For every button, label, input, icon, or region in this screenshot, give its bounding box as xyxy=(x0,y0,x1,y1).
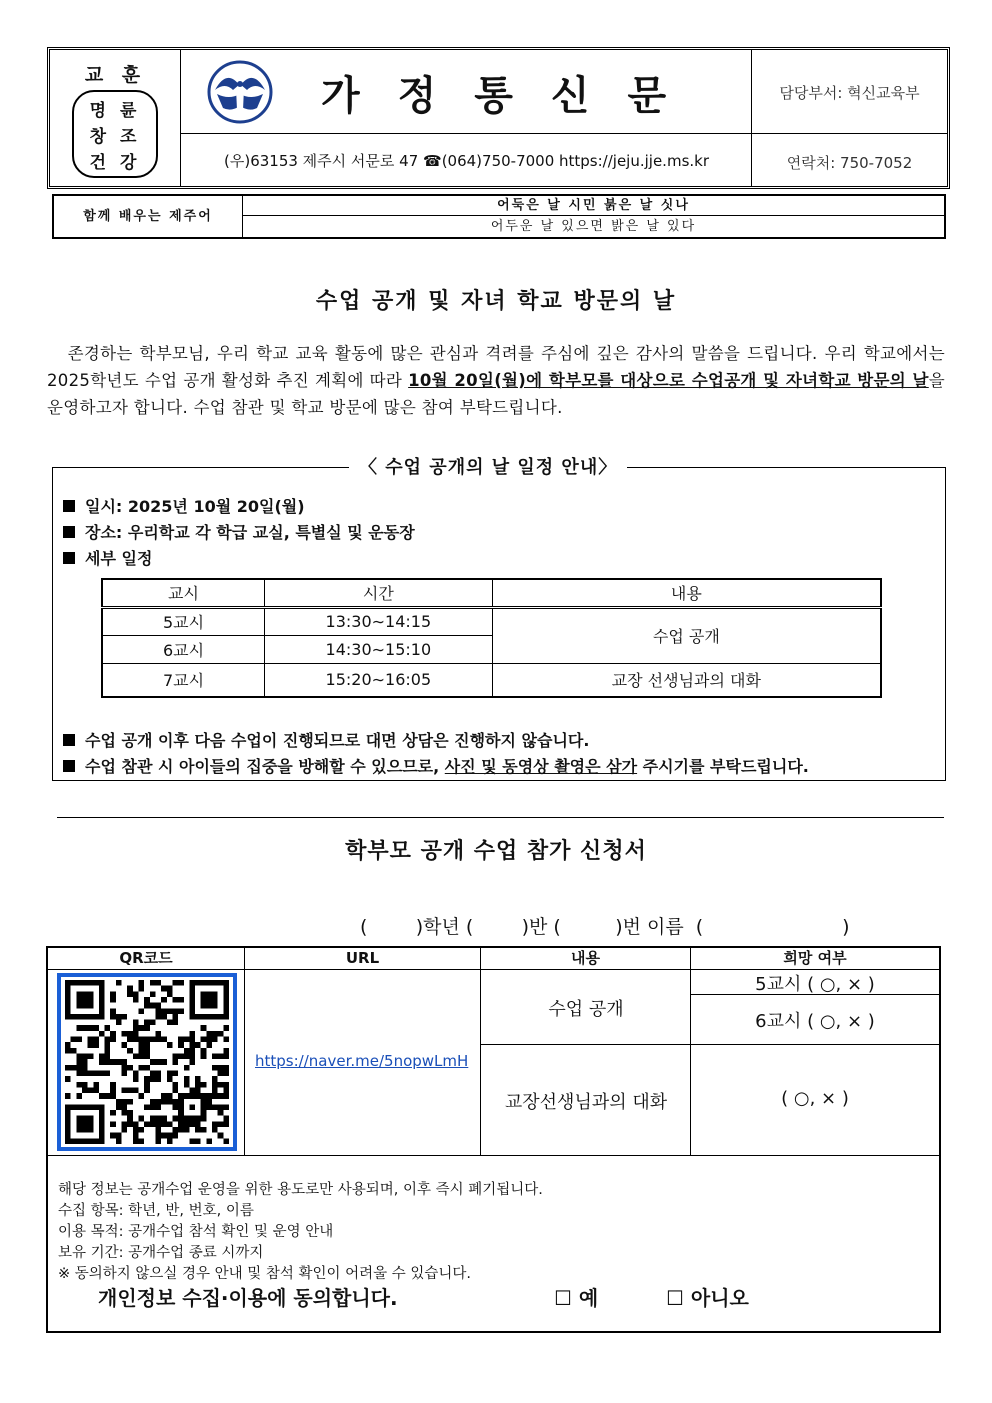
header-preference: 희망 여부 xyxy=(691,948,939,970)
application-url-link[interactable]: https://naver.me/5nopwLmH xyxy=(255,1052,469,1070)
agree-no-checkbox[interactable]: ☐ 아니오 xyxy=(666,1286,749,1310)
schedule-note-1 xyxy=(63,728,589,751)
table-row xyxy=(102,607,881,635)
intro-text-end: 을 운영하고자 합니다. 수업 참관 및 학교 방문에 많은 참여 부탁드립니다. xyxy=(47,371,945,417)
content-principal-talk: 교장선생님과의 대화 xyxy=(504,1092,668,1113)
header-qr: QR코드 xyxy=(48,948,245,970)
time-cell: 14:30∼15:10 xyxy=(265,635,493,663)
dept-cell xyxy=(752,50,947,134)
square-bullet-icon xyxy=(63,526,75,538)
square-bullet-icon xyxy=(63,734,75,746)
header-time: 시간 xyxy=(265,579,493,607)
note-text-end: 주시기를 부탁드립니다. xyxy=(637,757,809,776)
period-cell: 7교시 xyxy=(102,663,265,697)
qr-code-icon xyxy=(64,980,230,1144)
choice-principal-talk[interactable]: ( ○, × ) xyxy=(781,1088,849,1109)
choice-period-6[interactable]: 6교시 ( ○, × ) xyxy=(755,1011,875,1032)
main-title: 수업 공개 및 자녀 학교 방문의 날 xyxy=(315,289,677,314)
section-divider xyxy=(57,817,944,818)
intro-text: 존경하는 학부모님, 우리 학교 교육 활동에 많은 관심과 격려를 주심에 깊은 감사의 말씀을 드립니다. 우리 학교에서는 2025학년도 수업 공개 활성화 추진 계획에 따라 xyxy=(47,344,946,390)
square-bullet-icon xyxy=(63,500,75,512)
intro-emphasis: 10월 20일(월)에 학부모를 대상으로 수업공개 및 자녀학교 방문의 날 xyxy=(408,371,929,390)
content-cell: 수업 공개 xyxy=(492,607,881,663)
motto-title: 교 훈 xyxy=(84,64,147,86)
note-text: 수업 참관 시 아이들의 집중을 방해할 수 있으므로, xyxy=(85,757,445,776)
student-info-line: ( )학년 ( )반 ( )번 이름 ( ) xyxy=(360,916,850,938)
department: 담당부서: 혁신교육부 xyxy=(779,84,920,102)
jeju-label: 함께 배우는 제주어 xyxy=(54,196,243,237)
motto-line: 창 조 xyxy=(89,127,141,147)
schedule-box xyxy=(52,457,946,781)
motto-box xyxy=(72,90,158,178)
schedule-title: 〈 수업 공개의 날 일정 안내〉 xyxy=(349,453,627,479)
schedule-date xyxy=(63,494,305,517)
header-center xyxy=(181,50,752,186)
intro-paragraph xyxy=(47,340,945,421)
application-title: 학부모 공개 수업 참가 신청서 xyxy=(345,839,647,864)
application-form xyxy=(46,946,941,1333)
notice-line: 해당 정보는 공개수업 운영을 위한 용도로만 사용되며, 이후 즉시 폐기됩니다. xyxy=(58,1182,543,1198)
agree-yes-checkbox[interactable]: ☐ 예 xyxy=(554,1286,599,1310)
newsletter-header xyxy=(47,47,950,189)
header-url: URL xyxy=(245,948,481,970)
table-header-row xyxy=(102,579,881,607)
period-cell: 6교시 xyxy=(102,635,265,663)
newsletter-title: 가정통신문 xyxy=(321,73,705,119)
school-address: (우)63153 제주시 서문로 47 ☎(064)750-7000 https://jeju.jje.ms.kr xyxy=(224,152,709,170)
content-cell: 교장 선생님과의 대화 xyxy=(492,663,881,697)
square-bullet-icon xyxy=(63,552,75,564)
contact-number: 연락처: 750-7052 xyxy=(786,154,913,172)
jeju-dialect-box xyxy=(52,194,946,239)
square-bullet-icon xyxy=(63,760,75,772)
schedule-table xyxy=(101,578,882,698)
period-cell: 5교시 xyxy=(102,607,265,635)
header-content: 내용 xyxy=(492,579,881,607)
detail-text: 세부 일정 xyxy=(85,549,153,568)
motto-line: 건 강 xyxy=(89,153,141,173)
privacy-notice xyxy=(58,1180,543,1285)
notice-line: 수집 항목: 학년, 반, 번호, 이름 xyxy=(58,1203,254,1219)
schedule-place xyxy=(63,520,415,543)
jeju-dialect-line: 어둑은 날 시민 붉은 날 싯나 xyxy=(243,196,944,216)
time-cell: 15:20∼16:05 xyxy=(265,663,493,697)
qr-code[interactable] xyxy=(57,973,237,1151)
header-title-row xyxy=(181,50,752,134)
place-text: 장소: 우리학교 각 학급 교실, 특별실 및 운동장 xyxy=(85,523,415,542)
choice-period-5[interactable]: 5교시 ( ○, × ) xyxy=(755,974,875,995)
school-logo-icon xyxy=(207,60,273,124)
motto-line: 명 륜 xyxy=(89,101,141,121)
notice-line: 보유 기간: 공개수업 종료 시까지 xyxy=(58,1245,264,1261)
date-text: 일시: 2025년 10월 20일(월) xyxy=(85,497,305,516)
notice-line: 이용 목적: 공개수업 참석 확인 및 운영 안내 xyxy=(58,1224,334,1240)
header-right xyxy=(752,50,947,186)
notice-line: ※ 동의하지 않으실 경우 안내 및 참석 확인이 어려울 수 있습니다. xyxy=(58,1266,472,1282)
header-period: 교시 xyxy=(102,579,265,607)
schedule-detail xyxy=(63,546,152,569)
note-text: 수업 공개 이후 다음 수업이 진행되므로 대면 상담은 진행하지 않습니다. xyxy=(85,731,590,750)
school-motto xyxy=(50,50,181,186)
time-cell: 13:30∼14:15 xyxy=(265,607,493,635)
note-underlined: 사진 및 동영상 촬영은 삼가 xyxy=(444,757,638,776)
header-content: 내용 xyxy=(481,948,691,970)
privacy-agree-text: 개인정보 수집·이용에 동의합니다. xyxy=(98,1286,398,1310)
jeju-standard-line: 어두운 날 있으면 밝은 날 있다 xyxy=(490,219,697,234)
schedule-note-2 xyxy=(63,754,809,777)
content-class-open: 수업 공개 xyxy=(548,999,624,1020)
table-row xyxy=(102,663,881,697)
